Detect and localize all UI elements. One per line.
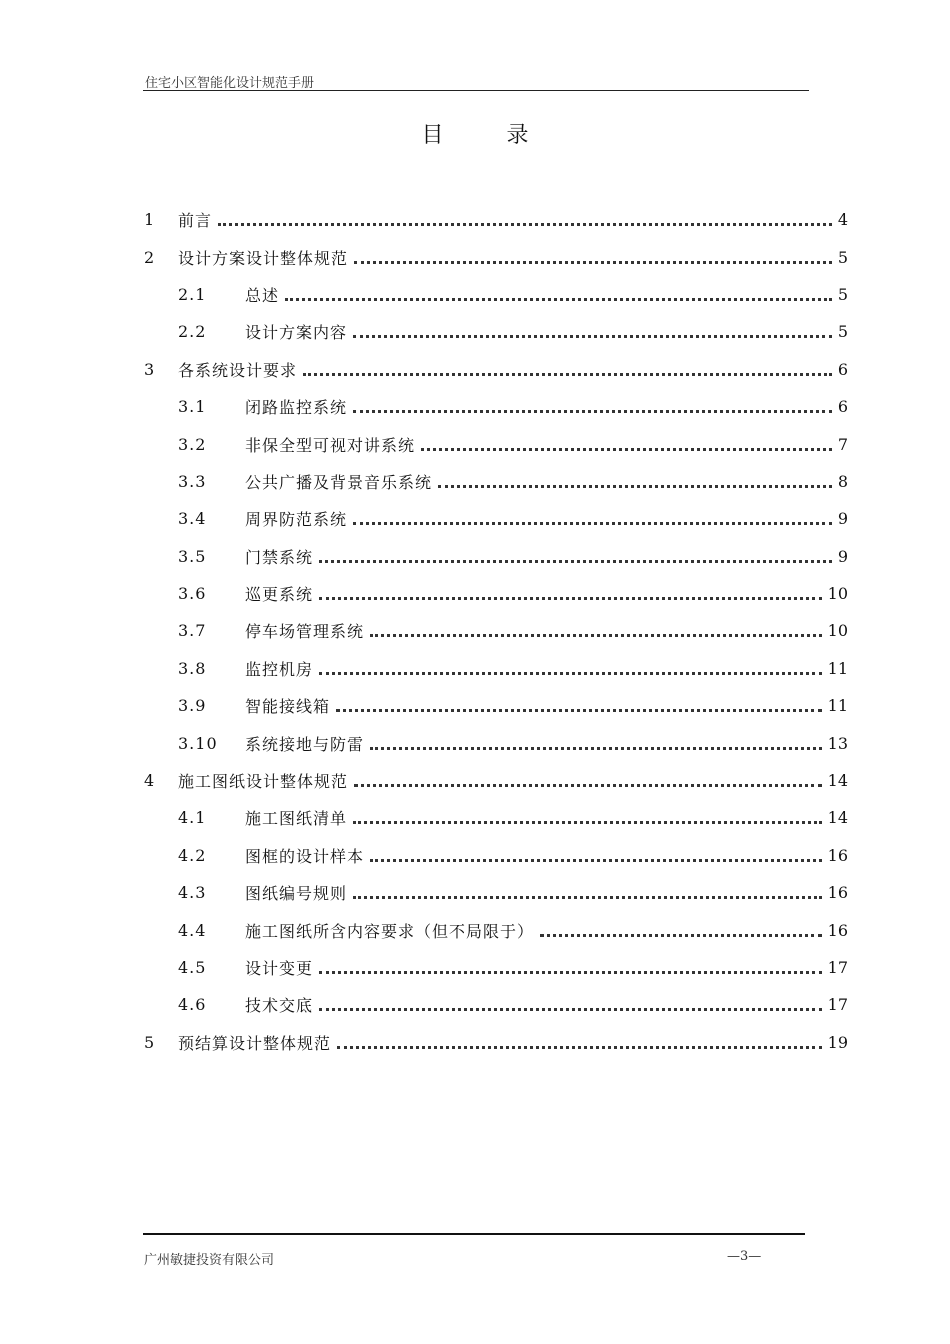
toc-entry-number: 3.1 (178, 397, 207, 417)
toc-entry[interactable] (144, 949, 848, 986)
toc-entry-number: 3.6 (178, 584, 207, 604)
toc-entry-page: 11 (827, 696, 848, 716)
toc-dot-leader (319, 544, 832, 563)
toc-dot-leader (438, 469, 832, 488)
toc-entry[interactable] (144, 500, 848, 537)
toc-dot-leader (319, 955, 822, 974)
toc-entry-label: 图框的设计样本 (245, 846, 365, 866)
toc-dot-leader (353, 805, 822, 824)
toc-entry-number: 3.5 (178, 546, 207, 566)
toc-entry-page: 16 (827, 845, 848, 865)
toc-entry-label: 智能接线箱 (245, 697, 331, 717)
toc-dot-leader (540, 918, 822, 937)
toc-entry-number: 5 (144, 1032, 156, 1052)
toc-entry-page: 16 (827, 920, 848, 940)
toc-entry[interactable] (144, 313, 848, 350)
toc-entry[interactable] (144, 1024, 848, 1061)
toc-entry-label: 施工图纸所含内容要求（但不局限于） (245, 921, 535, 941)
toc-entry-page: 7 (837, 434, 848, 454)
toc-entry-label: 图纸编号规则 (245, 884, 348, 904)
toc-entry[interactable] (144, 238, 848, 275)
toc-dot-leader (319, 992, 822, 1011)
toc-entry-number: 4.4 (178, 920, 207, 940)
toc-entry-label: 设计方案内容 (245, 323, 348, 343)
toc-entry-label: 总述 (245, 285, 280, 305)
toc-dot-leader (353, 880, 822, 899)
toc-entry-page: 6 (837, 359, 848, 379)
toc-entry-label: 闭路监控系统 (245, 398, 348, 418)
toc-entry-page: 9 (837, 509, 848, 529)
toc-entry[interactable] (144, 874, 848, 911)
toc-entry[interactable] (144, 575, 848, 612)
toc-entry-page: 11 (827, 658, 848, 678)
toc-entry-number: 1 (144, 210, 156, 230)
toc-dot-leader (421, 432, 832, 451)
toc-entry-label: 非保全型可视对讲系统 (245, 435, 416, 455)
toc-entry-page: 19 (827, 1032, 848, 1052)
toc-entry-label: 门禁系统 (245, 547, 314, 567)
page-header (143, 70, 809, 91)
toc-entry-number: 3.10 (178, 733, 218, 753)
toc-entry[interactable] (144, 538, 848, 575)
toc-entry[interactable] (144, 388, 848, 425)
toc-dot-leader (353, 394, 832, 413)
toc-dot-leader (354, 768, 822, 787)
toc-entry-number: 4.5 (178, 958, 207, 977)
toc-entry-number: 3 (144, 359, 156, 379)
toc-entry-number: 3.9 (178, 696, 207, 716)
toc-entry-label: 监控机房 (245, 659, 314, 679)
toc-entry-label: 公共广播及背景音乐系统 (245, 472, 433, 492)
toc-entry[interactable] (144, 724, 848, 761)
toc-entry[interactable] (144, 911, 848, 948)
toc-entry-number: 3.4 (178, 509, 207, 529)
toc-dot-leader (337, 1030, 822, 1049)
toc-entry-number: 4.6 (178, 995, 207, 1015)
toc-entry-label: 施工图纸清单 (245, 809, 348, 829)
toc-entry-page: 6 (837, 397, 848, 417)
toc-dot-leader (319, 656, 822, 675)
toc-entry-page: 14 (827, 808, 848, 828)
toc-dot-leader (354, 245, 832, 264)
toc-entry-page: 5 (837, 322, 848, 342)
footer-divider (143, 1233, 805, 1235)
toc-entry-page: 10 (827, 584, 848, 604)
toc-dot-leader (303, 357, 832, 376)
toc-dot-leader (353, 319, 832, 338)
toc-entry[interactable] (144, 463, 848, 500)
toc-dot-leader (370, 618, 822, 637)
toc-entry-page: 14 (827, 771, 848, 791)
toc-entry[interactable] (144, 687, 848, 724)
toc-entry[interactable] (144, 425, 848, 462)
toc-entry-page: 5 (837, 284, 848, 304)
toc-entry-number: 2.2 (178, 322, 207, 342)
toc-title: 目 录 (421, 123, 557, 148)
toc-entry-number: 3.3 (178, 471, 207, 491)
toc-entry-page: 16 (827, 883, 848, 903)
toc-entry-page: 4 (837, 210, 848, 230)
toc-entry[interactable] (144, 762, 848, 799)
toc-entry-label: 预结算设计整体规范 (178, 1033, 332, 1053)
toc-dot-leader (319, 581, 822, 600)
toc-entry-page: 17 (827, 995, 848, 1015)
toc-entry-label: 巡更系统 (245, 585, 314, 605)
toc-entry-label: 设计方案设计整体规范 (178, 248, 349, 268)
toc-entry-number: 3.2 (178, 434, 207, 454)
toc-entry-number: 4.1 (178, 808, 207, 828)
toc-entry-number: 3.7 (178, 621, 207, 641)
toc-entry-number: 4.2 (178, 845, 207, 865)
toc-entry-label: 施工图纸设计整体规范 (178, 772, 349, 792)
toc-entry-label: 各系统设计要求 (178, 360, 298, 380)
toc-dot-leader (218, 207, 832, 226)
toc-entry-page: 5 (837, 247, 848, 267)
footer-company: 广州敏捷投资有限公司 (144, 1253, 275, 1268)
toc-entry-label: 前言 (178, 211, 213, 231)
table-of-contents (144, 201, 848, 1061)
toc-entry-label: 系统接地与防雷 (245, 734, 365, 754)
toc-entry-label: 周界防范系统 (245, 510, 348, 530)
footer-page-number: —3— (727, 1249, 762, 1264)
toc-entry-page: 8 (837, 471, 848, 491)
toc-entry-page: 10 (827, 621, 848, 641)
toc-entry-page: 13 (827, 733, 848, 753)
toc-entry-number: 4.3 (178, 883, 207, 903)
toc-entry-number: 2.1 (178, 284, 207, 304)
toc-entry[interactable] (144, 201, 848, 238)
toc-entry-number: 2 (144, 247, 156, 267)
header-title: 住宅小区智能化设计规范手册 (145, 76, 315, 91)
toc-entry-label: 技术交底 (245, 996, 314, 1016)
toc-entry[interactable] (144, 351, 848, 388)
toc-dot-leader (336, 693, 822, 712)
toc-entry[interactable] (144, 650, 848, 687)
toc-dot-leader (353, 506, 832, 525)
toc-dot-leader (285, 282, 832, 301)
toc-entry-page: 9 (837, 546, 848, 566)
toc-entry[interactable] (144, 986, 848, 1023)
toc-entry[interactable] (144, 799, 848, 836)
toc-entry-label: 停车场管理系统 (245, 622, 365, 642)
toc-entry[interactable] (144, 276, 848, 313)
toc-entry-page: 17 (827, 958, 848, 977)
toc-dot-leader (370, 731, 822, 750)
toc-entry-number: 3.8 (178, 658, 207, 678)
toc-entry-label: 设计变更 (245, 959, 314, 978)
toc-entry[interactable] (144, 612, 848, 649)
toc-dot-leader (370, 843, 822, 862)
toc-entry-number: 4 (144, 771, 156, 791)
toc-entry[interactable] (144, 837, 848, 874)
